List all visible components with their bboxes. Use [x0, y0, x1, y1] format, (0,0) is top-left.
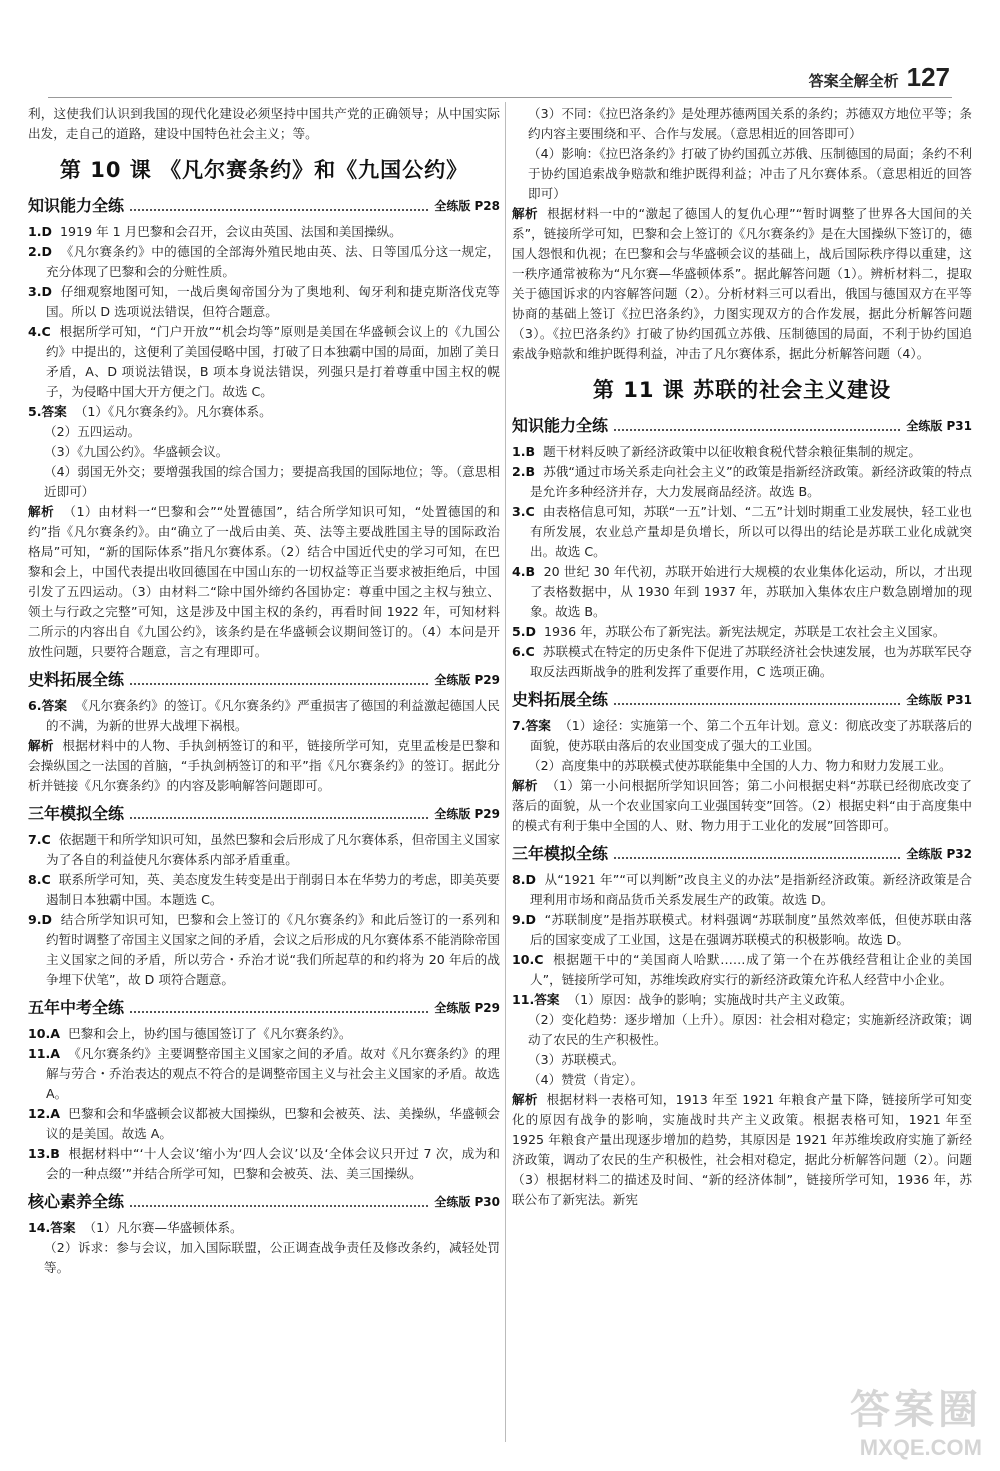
section-header: 三年模拟全练 全练版 P32 — [512, 844, 972, 863]
section-header: 史料拓展全练 全练版 P29 — [28, 670, 500, 689]
answer-sub: （3）苏联模式。 — [528, 1052, 625, 1067]
answer-sub: （4）赞赏（肯定）。 — [528, 1072, 644, 1087]
header-label: 答案全解全析 — [808, 72, 899, 90]
answer-item: 12.A 巴黎和会和华盛顿会议都被大国操纵，巴黎和会被英、法、美操纵，华盛顿会议的是美国。故选 A。 — [28, 1106, 501, 1141]
watermark-logo-text: 答案圈 — [850, 1387, 982, 1433]
answer-item: 8.D 从“1921 年”“可以判断”改良主义的办法”是指新经济政策。新经济政策是合理利用市场和商品货币关系发展生产的政策。故选 D。 — [512, 872, 972, 907]
answer-item: 9.D 结合所学知识可知，巴黎和会上签订的《凡尔赛条约》和此后签订的一系列和约暂时调整了帝国主义国家之间的矛盾，会议之后形成的凡尔赛体系不能消除帝国主义国家之间的矛盾，所以劳合・乔治才说“我们所起草的和约将为 20 年后的战争埋下伏笔”，故 D 项符合题意。 — [28, 912, 500, 987]
answer-item: 9.D “苏联制度”是指苏联模式。材料强调“苏联制度”虽然效率低，但使苏联由落后的国家变成了工业国，这是在强调苏联模式的积极影响。故选 D。 — [512, 912, 972, 947]
answer-item: 5.D 1936 年，苏联公布了新宪法。新宪法规定，苏联是工农社会主义国家。 — [512, 624, 946, 639]
answer-item: 6.答案 《凡尔赛条约》的签订。《凡尔赛条约》严重损害了德国的利益激起德国人民的不满，为新的世界大战埋下祸根。 — [28, 698, 500, 733]
answer-item: 4.C 根据所学可知，“门户开放”“机会均等”原则是美国在华盛顿会议上的《九国公约》中提出的，这便利了美国侵略中国，打破了日本独霸中国的局面，加剧了美日矛盾，A、D 项说法错误，B 项本身说法错误，列强只是打着尊重中国主权的幌子，为侵略中国大开方便之门。故选 C。 — [28, 324, 500, 399]
answer-item: 7.答案 （1）途径：实施第一个、第二个五年计划。意义：彻底改变了苏联落后的面貌，使苏联由落后的农业国变成了强大的工业国。 — [512, 718, 972, 753]
analysis: 解析 （1）第一小问根据所学知识回答；第二小问根据史料“苏联已经彻底改变了落后的面貌，从一个农业国家向工业强国转变”回答。（2）根据史料“由于高度集中的模式有利于集中全国的人、财、物力用于工业化的发展”回答即可。 — [512, 778, 972, 833]
answer-sub: （4）影响：《拉巴洛条约》打破了协约国孤立苏俄、压制德国的局面；条约不利于协约国追索战争赔款和维护既得利益；冲击了凡尔赛体系。（意思相近的回答即可） — [528, 146, 972, 201]
answer-item: 13.B 根据材料中“‘十人会议’缩小为‘四人会议’以及‘全体会议只开过 7 次，成为和会的一种点缀’”并结合所学可知，巴黎和会被英、法、美三国操纵。 — [28, 1146, 500, 1181]
answer-item: 10.A 巴黎和会上，协约国与德国签订了《凡尔赛条约》。 — [28, 1026, 352, 1041]
answer-sub: （3）不同：《拉巴洛条约》是处理苏德两国关系的条约；苏德双方地位平等；条约内容主要围绕和平、合作与发展。（意思相近的回答即可） — [528, 106, 972, 141]
analysis: 解析 （1）由材料一“巴黎和会”“处置德国”，结合所学知识可知，“处置德国的和约”指《凡尔赛条约》。由“确立了一战后由美、英、法等主要战胜国主导的国际政治格局”可知，“新的国际体系”指凡尔赛体系。（2）结合中国近代史的学习可知，在巴黎和会上，中国代表提出收回德国在中国山东的一切权益等正当要求被拒绝后，中国引发了五四运动。（3）由材料二“除中国外缔约各国协定：尊重中国之主权与独立、领土与行政之完整”可知，这是涉及中国主权的条约，再看时间 1922 年，可知材料二所示的内容出自《九国公约》，该条约是在华盛顿会议期间签订的。（4）本问是开放性问题，只要符合题意，言之有理即可。 — [28, 504, 500, 659]
section-header: 知识能力全练 全练版 P31 — [512, 416, 972, 435]
answer-item: 3.C 由表格信息可知，苏联“一五”计划、“二五”计划时期重工业发展快，轻工业也有所发展，农业总产量却是负增长，所以可以得出的结论是苏联工业化成就突出。故选 C。 — [512, 504, 972, 559]
answer-item: 6.C 苏联模式在特定的历史条件下促进了苏联经济社会快速发展，也为苏联军民夺取反法西斯战争的胜利发挥了重要作用，C 选项正确。 — [512, 644, 973, 679]
lesson-11-title: 第 11 课 苏联的社会主义建设 — [592, 378, 892, 402]
answer-sub: （4）弱国无外交；要增强我国的综合国力；要提高我国的国际地位；等。（意思相近即可） — [44, 464, 500, 499]
right-column — [512, 104, 972, 1210]
answer-sub: （2）诉求：参与会议，加入国际联盟，公正调查战争责任及修改条约，减轻处罚等。 — [44, 1240, 500, 1275]
page-number: 127 — [906, 62, 950, 92]
answer-item: 8.C 联系所学可知，英、美态度发生转变是出于削弱日本在华势力的考虑，即美英要遏制日本独霸中国。本题选 C。 — [28, 872, 500, 907]
analysis: 解析 根据材料一表格可知，1913 年至 1921 年粮食产量下降，链接所学可知变化的原因有战争的影响，实施战时共产主义政策。根据表格可知，1921 年至 1925 年粮食产量出现逐步增加的趋势，其原因是 1921 年苏维埃政府实施了新经济政策，调动了农民的生产积极性，社会相对稳定，据此分析解答问题（2）。问题（3）根据材料二的描述及时间、“新的经济体制”，链接所学可知，1936 年，苏联公布了新宪法。新宪 — [512, 1092, 972, 1207]
answer-item: 7.C 依据题干和所学知识可知，虽然巴黎和会后形成了凡尔赛体系，但帝国主义国家为了各自的利益使凡尔赛体系内部矛盾重重。 — [28, 832, 500, 867]
lesson-10-title: 第 10 课 《凡尔赛条约》和《九国公约》 — [59, 158, 469, 182]
answer-item: 10.C 根据题干中的“美国商人哈默……成了第一个在苏俄经营租让企业的美国人”，链接所学可知，苏维埃政府实行的新经济政策允许私人经营中小企业。 — [512, 952, 972, 987]
answer-sub: （3）《九国公约》。华盛顿会议。 — [44, 444, 229, 459]
watermark-url: MXQE.COM — [859, 1435, 982, 1460]
answer-item: 11.答案 （1）原因：战争的影响；实施战时共产主义政策。 — [512, 992, 853, 1007]
section-header: 五年中考全练 全练版 P29 — [28, 998, 500, 1017]
intro-text: 利，这使我们认识到我国的现代化建设必须坚持中国共产党的正确领导；从中国实际出发，走自己的道路，建设中国特色社会主义；等。 — [28, 106, 500, 141]
section-header: 史料拓展全练 全练版 P31 — [512, 690, 972, 709]
answer-item: 11.A 《凡尔赛条约》主要调整帝国主义国家之间的矛盾。故对《凡尔赛条约》的理解与劳合・乔治表达的观点不符合的是调整帝国主义与社会主义国家的矛盾。故选 A。 — [28, 1046, 501, 1101]
section-header: 三年模拟全练 全练版 P29 — [28, 804, 500, 823]
answer-sub: （2）高度集中的苏联模式使苏联能集中全国的人力、物力和财力发展工业。 — [528, 758, 952, 773]
answer-sub: （2）变化趋势：逐步增加（上升）。原因：社会相对稳定；实施新经济政策；调动了农民的生产积极性。 — [528, 1012, 972, 1047]
answer-item: 4.B 20 世纪 30 年代初，苏联开始进行大规模的农业集体化运动，所以，才出现了表格数据中，从 1930 年到 1937 年，苏联加入集体农庄户数急剧增加的现象。故选 B。 — [512, 564, 972, 619]
header-rule — [48, 97, 952, 98]
answer-item: 5.答案 （1）《凡尔赛条约》。凡尔赛体系。 — [28, 404, 272, 419]
answer-item: 14.答案 （1）凡尔赛—华盛顿体系。 — [28, 1220, 243, 1235]
column-divider — [505, 102, 506, 1442]
answer-sub: （2）五四运动。 — [44, 424, 141, 439]
answer-item: 1.B 题干材料反映了新经济政策中以征收粮食税代替余粮征集制的规定。 — [512, 444, 921, 459]
section-header: 知识能力全练 全练版 P28 — [28, 196, 500, 215]
analysis: 解析 根据材料中的人物、手执剑柄签订的和平，链接所学可知，克里孟梭是巴黎和会操纵国之一法国的首脑，“手执剑柄签订的和平”指《凡尔赛条约》的签订。据此分析并链接《凡尔赛条约》的内容及影响解答问题即可。 — [28, 738, 501, 793]
site-watermark — [850, 1378, 982, 1461]
left-column — [28, 104, 500, 1278]
answer-item: 2.D 《凡尔赛条约》中的德国的全部海外殖民地由英、法、日等国瓜分这一规定，充分体现了巴黎和会的分赃性质。 — [28, 244, 500, 279]
answer-item: 3.D 仔细观察地图可知，一战后奥匈帝国分为了奥地利、匈牙利和捷克斯洛伐克等国。所以 D 选项说法错误，但符合题意。 — [28, 284, 500, 319]
section-header: 核心素养全练 全练版 P30 — [28, 1192, 500, 1211]
page-header — [809, 62, 950, 93]
answer-item: 1.D 1919 年 1 月巴黎和会召开，会议由英国、法国和美国操纵。 — [28, 224, 402, 239]
analysis: 解析 根据材料一中的“激起了德国人的复仇心理”“暂时调整了世界各大国间的关系”，链接所学可知，巴黎和会上签订的《凡尔赛条约》是在大国操纵下签订的，德国人怨恨和仇视；在巴黎和会与华盛顿会议的基础上，战后国际秩序得以重建，这一秩序通常被称为“凡尔赛—华盛顿体系”。据此解答问题（1）。辨析材料二，提取关于德国诉求的内容解答问题（2）。分析材料三可以看出，俄国与德国双方在平等协商的基础上签订《拉巴洛条约》，力图实现双方的合作发展，据此分析解答问题（3）。《拉巴洛条约》打破了协约国孤立苏俄、压制德国的局面，不利于协约国追索战争赔款和维护既得利益，冲击了凡尔赛体系，据此分析解答问题（4）。 — [512, 206, 973, 361]
answer-item: 2.B 苏俄“通过市场关系走向社会主义”的政策是指新经济政策。新经济政策的特点是允许多种经济并存，大力发展商品经济。故选 B。 — [512, 464, 972, 499]
